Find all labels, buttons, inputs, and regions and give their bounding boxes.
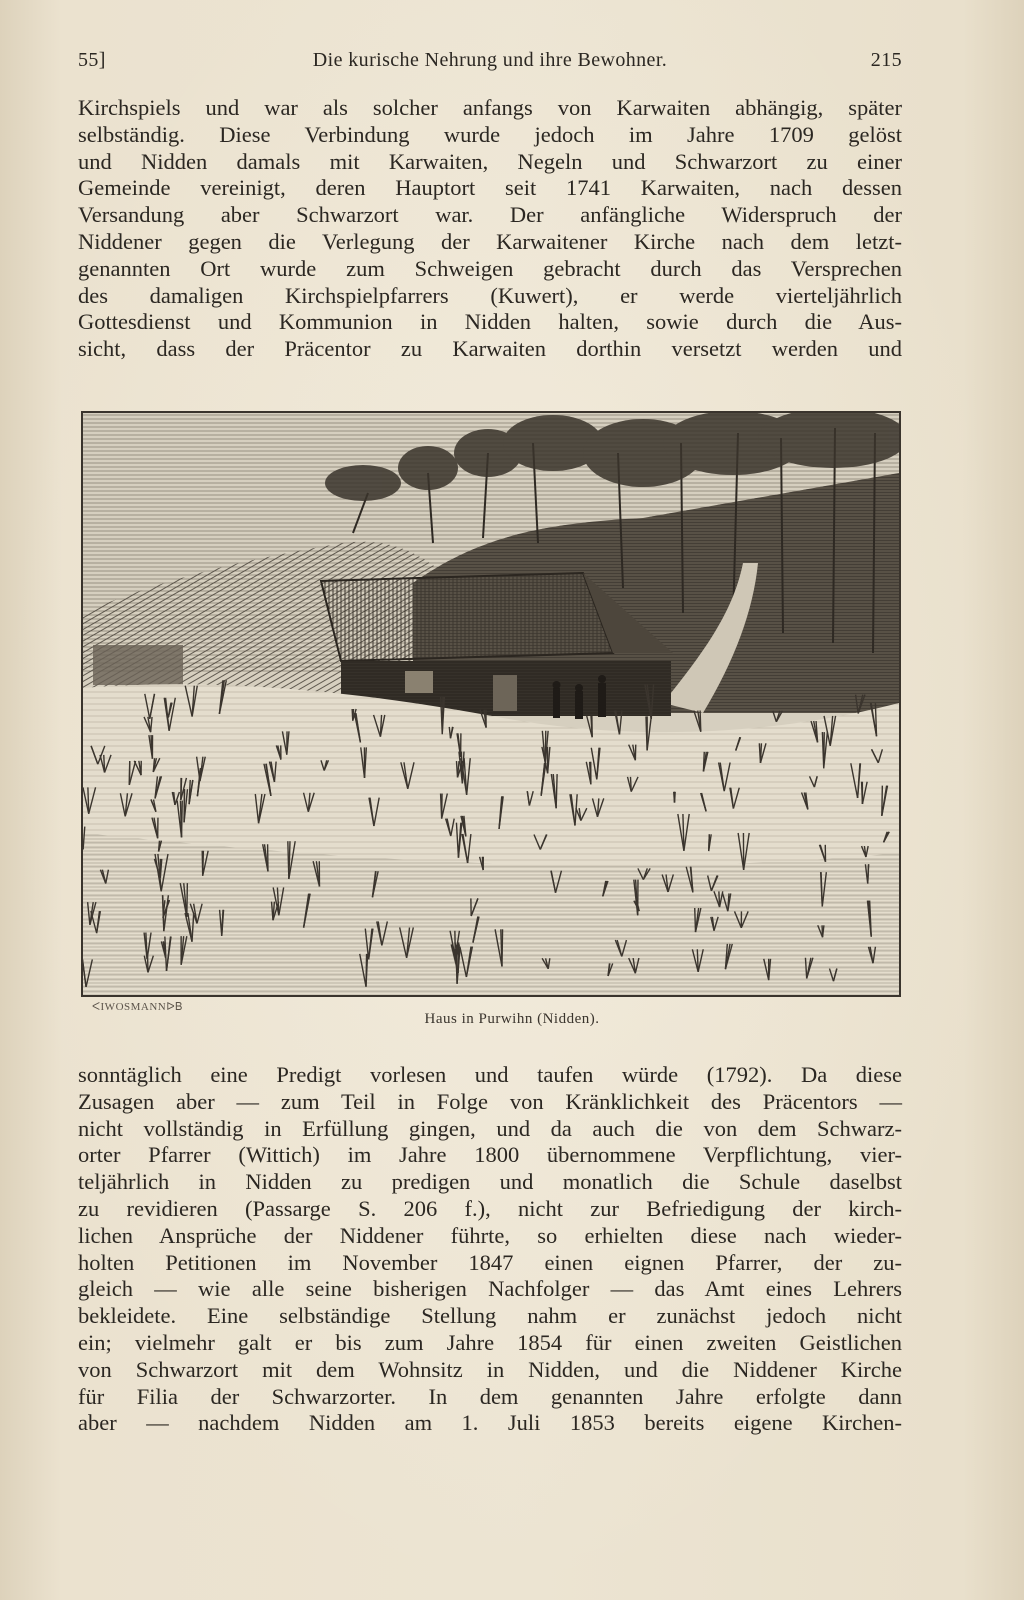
engraver-signature: ᐸIWOSMANNᐅᏴ: [92, 1001, 183, 1013]
grass-stroke: [868, 864, 869, 883]
text-line: Gemeinde vereinigt, deren Hauptort seit 1741 Karwaiten, nach dessen: [78, 175, 902, 201]
grass-stroke: [182, 801, 183, 838]
text-line: lichen Ansprüche der Niddener führte, so erhielten diese nach wieder-: [78, 1222, 902, 1248]
grass-stroke: [675, 792, 676, 803]
grass-stroke: [353, 709, 354, 721]
text-line: Versandung aber Schwarzort war. Der anfängliche Widerspruch der: [78, 202, 902, 228]
grass-stroke: [719, 891, 720, 907]
grass-stroke: [862, 782, 863, 804]
text-line: bekleidete. Eine selbständige Stellung nahm er zunächst jedoch nicht: [78, 1303, 902, 1329]
text-line: selbständig. Diese Verbindung wurde jedoch im Jahre 1709 gelöst: [78, 121, 902, 147]
text-line: genannten Ort wurde zum Schweigen gebracht durch das Versprechen: [78, 255, 902, 281]
text-line: Gottesdienst und Kommunion in Nidden halten, sowie durch die Aus-: [78, 309, 902, 335]
text-line: aber — nachdem Nidden am 1. Juli 1853 bereits eigene Kirchen-: [78, 1410, 902, 1436]
text-line: nicht vollständig in Erfüllung gingen, und da auch die von dem Schwarz-: [78, 1115, 902, 1141]
text-line: von Schwarzort mit dem Wohnsitz in Nidden, und die Niddener Kirche: [78, 1356, 902, 1382]
grass-stroke: [700, 711, 701, 732]
section-number: 55]: [78, 49, 106, 71]
running-header: [78, 49, 902, 79]
grass-stroke: [709, 834, 710, 851]
running-title: Die kurische Nehrung und ihre Bewohner.: [312, 49, 668, 71]
text-line: gleich — wie alle seine bisherigen Nachfolger — das Amt eines Lehrers: [78, 1276, 902, 1302]
engraving-illustration: [81, 411, 901, 997]
text-line: Zusagen aber — zum Teil in Folge von Kränklichkeit des Präcentors —: [78, 1088, 902, 1114]
text-line: des damaligen Kirchspielpfarrers (Kuwert), er werde vierteljährlich: [78, 282, 902, 308]
text-line: Niddener gegen die Verlegung der Karwaitener Kirche nach dem letzt-: [78, 228, 902, 254]
text-line: für Filia der Schwarzorter. In dem genannten Jahre erfolgte dann: [78, 1383, 902, 1409]
text-line: orter Pfarrer (Wittich) im Jahre 1800 übernommene Verpflichtung, vier-: [78, 1142, 902, 1168]
text-line: zu revidieren (Passarge S. 206 f.), nicht zur Befriedigung der kirch-: [78, 1195, 902, 1221]
engraving-image: [83, 413, 899, 995]
text-line: ein; vielmehr galt er bis zum Jahre 1854 für einen zweiten Geistlichen: [78, 1329, 902, 1355]
paragraph-bottom: [78, 1062, 902, 1437]
grass-stroke: [760, 743, 761, 763]
grass-stroke: [545, 731, 546, 765]
text-line: sicht, dass der Präcentor zu Karwaiten dorthin versetzt werden und: [78, 336, 902, 362]
text-line: sonntäglich eine Predigt vorlesen und taufen würde (1792). Da diese: [78, 1062, 902, 1087]
paragraph-top: [78, 95, 902, 363]
text-line: Kirchspiels und war als solcher anfangs von Karwaiten abhängig, später: [78, 95, 902, 120]
grass-stroke: [502, 929, 503, 966]
grass-stroke: [824, 732, 825, 768]
text-line: teljährlich in Nidden zu predigen und monatlich die Schule daselbst: [78, 1169, 902, 1195]
figure-caption: Haus in Purwihn (Nidden).: [424, 1011, 600, 1027]
text-line: und Nidden damals mit Karwaiten, Negeln und Schwarzort zu einer: [78, 148, 902, 174]
text-line: holten Petitionen im November 1847 einen eignen Pfarrer, der zu-: [78, 1249, 902, 1275]
grass-stroke: [366, 954, 367, 987]
page-number: 215: [870, 49, 902, 71]
